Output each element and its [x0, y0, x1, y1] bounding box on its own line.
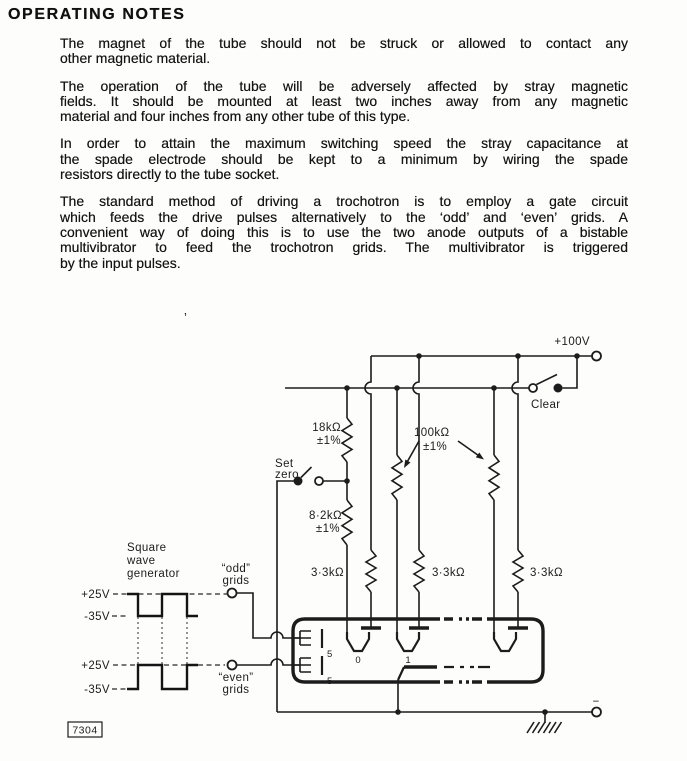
resistor-8k2 [342, 500, 352, 545]
drive-circuit-schematic [0, 330, 687, 761]
supply-terminal [592, 352, 601, 361]
resistor-3k3-b [414, 550, 424, 592]
set-zero-label-line2: zero [275, 469, 299, 481]
ground-bus [277, 696, 601, 733]
odd-grid-electrode [293, 629, 332, 660]
set-zero-open-contact [315, 477, 323, 485]
resistor-8k2-label: 8·2kΩ [309, 510, 342, 522]
even-grids-label-line1: “even” [218, 672, 254, 684]
resistor-100k-b [489, 455, 499, 500]
generator-label-line3: generator [127, 568, 180, 580]
clear-switch-open-contact [529, 384, 537, 392]
grid-pin-label-even: 5 [327, 676, 333, 687]
cathode [398, 667, 490, 712]
set-zero-label-line1: Set [275, 458, 294, 470]
even-grids-label-line2: grids [222, 684, 250, 696]
figure-reference [68, 722, 102, 737]
spade-resistor-callout [404, 427, 484, 468]
spade-1 [397, 632, 419, 651]
text-line: other magnetic material. [60, 50, 211, 67]
text-line: In order to attain the maximum switching speed the stray capacitance at [60, 135, 628, 152]
resistor-18k [342, 418, 352, 462]
text-line: The magnet of the tube should not be struck or allowed to contact any [60, 35, 628, 51]
scan-artifact-mark: ’ [184, 310, 187, 325]
generator-label-line1: Square [127, 542, 167, 554]
paragraph-switching-speed [60, 136, 628, 182]
generator-label-line2: wave [127, 555, 156, 567]
ground-symbol [527, 712, 562, 733]
spade-resistor-1 [392, 388, 402, 634]
text-line: the spade electrode should be kept to a minimum by wiring the spade [60, 150, 628, 167]
grid-pin-label-odd: 5 [327, 649, 333, 660]
operating-notes-text [60, 36, 628, 283]
clear-switch-arm [537, 375, 558, 385]
position-1-label: 1 [405, 655, 411, 666]
text-line: The operation of the tube will be adversely affected by stray magnetic [60, 77, 628, 94]
anode-load-column-1 [409, 356, 465, 628]
negative-terminal-label: − [592, 696, 600, 708]
even-level-high-label: +25V [81, 660, 110, 672]
set-zero-switch [275, 458, 347, 712]
text-line: fields. It should be mounted at least two inches away from any magnetic [60, 92, 628, 109]
anode-load-column-n [508, 356, 563, 628]
callout-arrow-left [406, 441, 419, 464]
spade-resistor-n [489, 388, 499, 634]
negative-terminal [592, 708, 601, 717]
resistor-100k-a [392, 455, 402, 500]
clear-label: Clear [531, 399, 561, 411]
figure-reference-number: 7304 [72, 724, 98, 737]
resistor-100k-label: 100kΩ [414, 427, 450, 439]
text-line: convenient way of doing this is to use the two anode outputs of a bistable [60, 223, 628, 240]
supply-voltage-label: +100V [554, 336, 590, 348]
paragraph-stray-fields [60, 79, 628, 125]
anode-load-column-0 [311, 356, 381, 628]
clear-switch-fixed-contact [554, 384, 563, 393]
odd-grids-terminal [222, 563, 300, 638]
odd-drive-waveform [127, 594, 198, 616]
resistor-100k-tolerance: ±1% [423, 441, 448, 453]
set-zero-switch-arm [301, 467, 312, 478]
spade-zero-divider [309, 388, 352, 634]
even-level-low-label: -35V [84, 684, 110, 696]
page-title: OPERATING NOTES [8, 6, 186, 23]
even-drive-waveform [127, 665, 198, 689]
paragraph-drive-method [60, 194, 628, 270]
odd-grids-label-line2: grids [222, 575, 250, 587]
resistor-3k3-c [513, 550, 523, 592]
trochotron-tube [293, 619, 543, 712]
supply-rail [371, 336, 601, 361]
odd-grids-socket [228, 589, 237, 598]
text-line: resistors directly to the tube socket. [60, 166, 280, 183]
spade-n [494, 632, 516, 651]
paragraph-magnet [60, 36, 628, 67]
resistor-3k3-a [366, 550, 376, 592]
odd-level-high-label: +25V [81, 589, 110, 601]
text-line: by the input pulses. [60, 254, 181, 271]
resistor-8k2-tolerance: ±1% [315, 523, 340, 535]
resistor-3k3-b-label: 3·3kΩ [432, 567, 465, 579]
even-grids-terminal [219, 659, 301, 696]
clear-switch [529, 356, 577, 411]
square-wave-generator [81, 542, 229, 696]
text-line: material and four inches from any other tube of this type. [60, 108, 411, 125]
resistor-18k-tolerance: ±1% [316, 435, 341, 447]
spade-supply-bus [285, 385, 529, 391]
resistor-3k3-c-label: 3·3kΩ [530, 567, 563, 579]
even-grids-socket [228, 661, 237, 670]
text-line: which feeds the drive pulses alternatively to the ‘odd’ and ‘even’ grids. A [60, 208, 628, 225]
odd-level-low-label: -35V [84, 611, 110, 623]
spade-0 [347, 632, 369, 651]
resistor-18k-label: 18kΩ [312, 422, 341, 434]
odd-grids-label-line1: “odd” [221, 563, 251, 575]
text-line: multivibrator to feed the trochotron grids. The multivibrator is triggered [60, 239, 628, 256]
position-0-label: 0 [355, 655, 361, 666]
resistor-3k3-a-label: 3·3kΩ [311, 567, 344, 579]
text-line: The standard method of driving a trochotron is to employ a gate circuit [60, 193, 628, 210]
